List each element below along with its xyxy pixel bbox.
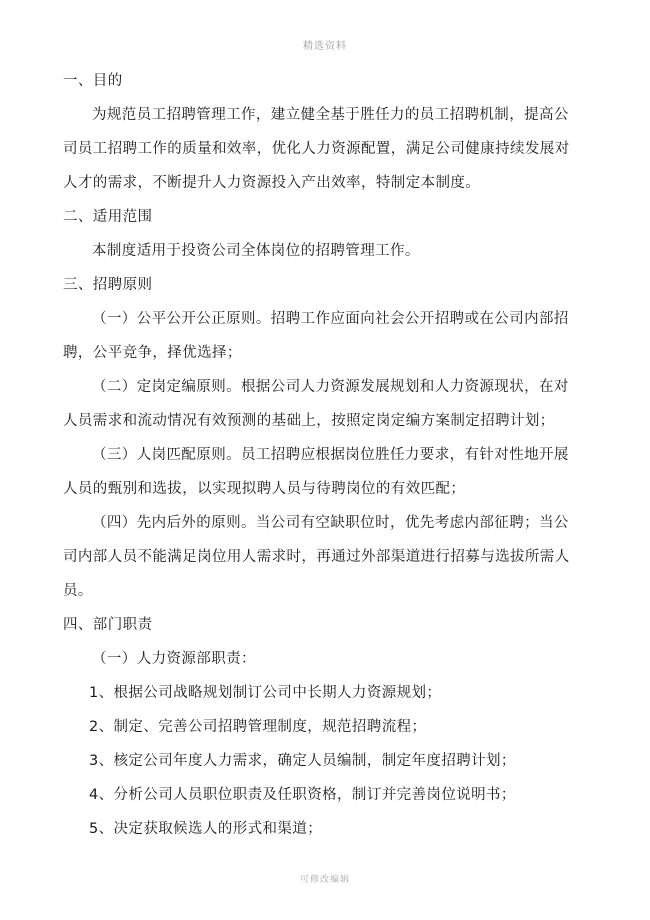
paragraph-line: 为规范员工招聘管理工作，建立健全基于胜任力的员工招聘机制，提高公 [92, 107, 569, 123]
paragraph-line: 司内部人员不能满足岗位用人需求时，再通过外部渠道进行招募与选拔所需人 [63, 549, 570, 565]
section-heading-purpose: 一、目的 [63, 73, 123, 89]
paragraph-line: 本制度适用于投资公司全体岗位的招聘管理工作。 [92, 243, 420, 259]
page-header: 精选资料 [303, 41, 347, 52]
section-heading-scope: 二、适用范围 [63, 209, 153, 225]
list-item: 1、根据公司战略规划制订公司中长期人力资源规划； [89, 685, 442, 701]
list-item: 5、决定获取候选人的形式和渠道； [89, 821, 323, 837]
paragraph-line: 人员需求和流动情况有效预测的基础上，按照定岗定编方案制定招聘计划； [63, 413, 555, 429]
subsection-heading: （一）人力资源部职责： [92, 651, 256, 667]
paragraph-line: 员。 [63, 583, 93, 599]
section-heading-responsibilities: 四、部门职责 [63, 617, 153, 633]
paragraph-line: （三）人岗匹配原则。员工招聘应根据岗位胜任力要求，有针对性地开展 [92, 447, 569, 463]
paragraph-line: 司员工招聘工作的质量和效率，优化人力资源配置，满足公司健康持续发展对 [63, 141, 570, 157]
list-item: 2、制定、完善公司招聘管理制度，规范招聘流程； [89, 719, 427, 735]
list-item: 4、分析公司人员职位职责及任职资格，制订并完善岗位说明书； [89, 787, 516, 803]
paragraph-line: 聘，公平竞争，择优选择； [63, 345, 242, 361]
paragraph-line: （四）先内后外的原则。当公司有空缺职位时，优先考虑内部征聘；当公 [92, 515, 569, 531]
section-heading-principles: 三、招聘原则 [63, 277, 153, 293]
list-item: 3、核定公司年度人力需求，确定人员编制，制定年度招聘计划； [89, 753, 516, 769]
paragraph-line: （一）公平公开公正原则。招聘工作应面向社会公开招聘或在公司内部招 [92, 311, 569, 327]
page-footer: 可修改编辑 [299, 875, 350, 885]
document-body [63, 64, 593, 846]
paragraph-line: 人才的需求，不断提升人力资源投入产出效率，特制定本制度。 [63, 175, 481, 191]
paragraph-line: 人员的甄别和选拔，以实现拟聘人员与待聘岗位的有效匹配； [63, 481, 466, 497]
paragraph-line: （二）定岗定编原则。根据公司人力资源发展规划和人力资源现状，在对 [92, 379, 569, 395]
